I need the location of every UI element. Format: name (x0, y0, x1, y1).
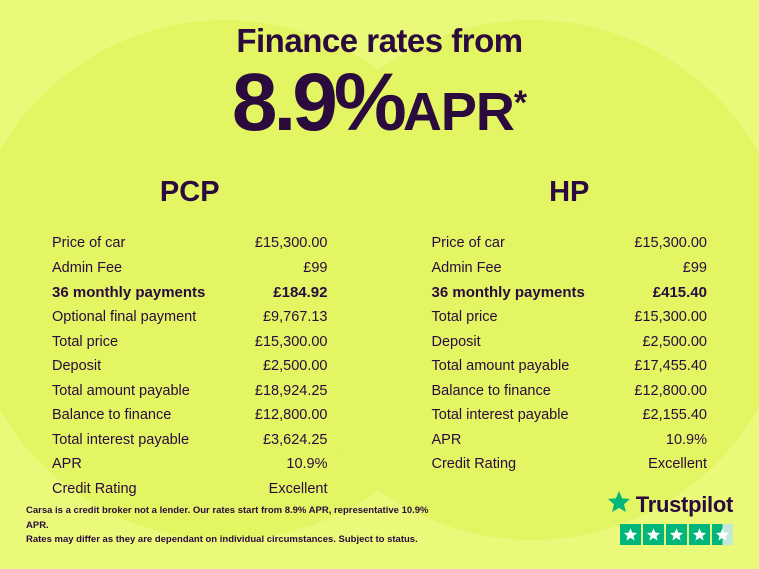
table-row (52, 231, 328, 256)
row-label: Admin Fee (431, 259, 502, 276)
table-row (52, 379, 328, 404)
row-value: £99 (303, 259, 328, 276)
table-row (432, 280, 708, 305)
row-value: £15,300.00 (634, 309, 707, 325)
rating-star-half-icon (712, 524, 733, 545)
rate-asterisk: * (513, 84, 528, 122)
finance-comparison (0, 176, 759, 501)
trustpilot-logo (607, 490, 733, 519)
page-title: Finance rates from (236, 22, 523, 59)
row-value: £15,300.00 (254, 235, 328, 251)
row-value: £184.92 (273, 284, 328, 301)
row-label: Total amount payable (52, 382, 190, 399)
row-label: Total price (431, 309, 498, 325)
table-row (432, 428, 708, 453)
row-label: APR (52, 456, 82, 472)
trustpilot-widget[interactable] (607, 490, 733, 545)
rate-unit: APR (402, 82, 514, 142)
table-row (52, 256, 328, 281)
row-value: £15,300.00 (634, 235, 707, 251)
table-row (52, 403, 328, 428)
trustpilot-name: Trustpilot (635, 491, 733, 517)
rating-star-icon (620, 524, 641, 545)
table-row (52, 452, 328, 477)
row-label: Admin Fee (52, 259, 123, 276)
row-label: 36 monthly payments (52, 284, 206, 301)
row-value: £3,624.25 (262, 431, 328, 448)
rating-star-icon (643, 524, 664, 545)
disclaimer-line-2: Rates may differ as they are dependant on individual circumstances. Subject to status. (26, 533, 418, 545)
row-value: Excellent (268, 480, 328, 497)
row-value: £2,155.40 (642, 407, 707, 423)
row-label: Balance to finance (52, 407, 172, 423)
trustpilot-star-icon (607, 490, 631, 519)
table-row (432, 354, 708, 379)
row-label: Price of car (431, 235, 505, 251)
finance-column-pcp (0, 176, 380, 501)
row-label: APR (431, 431, 462, 448)
row-label: Balance to finance (431, 382, 551, 399)
column-title-hp: HP (549, 176, 590, 208)
table-row (52, 305, 328, 330)
row-value: £99 (682, 259, 707, 276)
row-value: £415.40 (652, 284, 707, 301)
row-value: £12,800.00 (254, 407, 328, 423)
table-row (52, 428, 328, 453)
headline-rate (0, 57, 759, 148)
table-row (432, 256, 708, 281)
table-row (432, 305, 708, 330)
row-value: £12,800.00 (634, 382, 707, 399)
row-value: 10.9% (286, 456, 328, 472)
row-value: Excellent (648, 456, 707, 472)
table-row (432, 379, 708, 404)
row-label: 36 monthly payments (431, 284, 585, 301)
table-row (52, 354, 328, 379)
rating-star-icon (666, 524, 687, 545)
row-label: Optional final payment (52, 309, 197, 325)
row-value: £15,300.00 (254, 333, 328, 350)
row-value: £9,767.13 (262, 309, 328, 325)
row-label: Credit Rating (52, 480, 137, 497)
row-label: Price of car (52, 235, 126, 251)
row-value: £18,924.25 (254, 382, 328, 399)
row-value: 10.9% (665, 431, 707, 448)
table-row (52, 280, 328, 305)
table-row (432, 330, 708, 355)
trustpilot-rating (607, 524, 733, 545)
row-value: £2,500.00 (642, 333, 707, 350)
table-row (52, 477, 328, 502)
disclaimer-line-1: Carsa is a credit broker not a lender. Our rates start from 8.9% APR, representative 10.9% APR. (26, 505, 429, 531)
row-label: Total interest payable (431, 407, 569, 423)
row-label: Total price (52, 333, 119, 350)
row-label: Total amount payable (431, 358, 570, 374)
row-value: £2,500.00 (262, 358, 328, 374)
table-row (52, 330, 328, 355)
row-label: Credit Rating (431, 456, 517, 472)
row-label: Total interest payable (52, 431, 190, 448)
table-row (432, 452, 708, 477)
rate-value: 8.9% (231, 57, 403, 148)
table-row (432, 231, 708, 256)
row-value: £17,455.40 (634, 358, 707, 374)
table-row (432, 403, 708, 428)
row-label: Deposit (431, 333, 481, 350)
column-title-pcp: PCP (159, 176, 220, 208)
row-label: Deposit (52, 358, 102, 374)
finance-column-hp (380, 176, 759, 501)
rating-star-icon (689, 524, 710, 545)
disclaimer (26, 504, 446, 547)
